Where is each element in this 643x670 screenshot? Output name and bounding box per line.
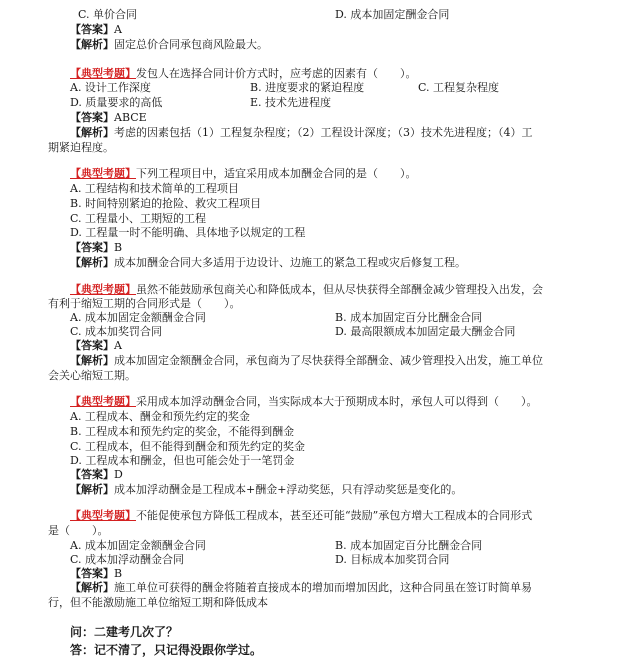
q4-option-d: D. 工程成本和酬金，但也可能会处于一笔罚金 bbox=[70, 454, 295, 467]
q5-analysis-text: 施工单位可获得的酬金将随着直接成本的增加而增加因此，这种合同虽在签订时简单易 bbox=[114, 581, 532, 594]
answer-row bbox=[70, 23, 122, 37]
option-c: C. 单价合同 bbox=[78, 8, 138, 21]
q4-option-a: A. 工程成本、酬金和预先约定的奖金 bbox=[70, 410, 250, 423]
q3-analysis-text: 成本加固定金额酬金合同，承包商为了尽快获得全部酬金、减少管理投入出发，施工单位 bbox=[114, 354, 543, 367]
q4-option-c: C. 工程成本，但不能得到酬金和预先约定的奖金 bbox=[70, 440, 306, 453]
q2-tag: 【典型考题】 bbox=[70, 167, 136, 180]
q1-stem bbox=[70, 67, 417, 81]
q3-analysis-cont: 会关心缩短工期。 bbox=[48, 369, 136, 382]
q4-tag: 【典型考题】 bbox=[70, 395, 136, 408]
q5-analysis-cont: 行，但不能激励施工单位缩短工期和降低成本 bbox=[48, 596, 268, 609]
q3-analysis-label: 【解析】 bbox=[70, 354, 114, 367]
footer-answer: 答：记不清了，只记得没跟你学过。 bbox=[70, 643, 263, 657]
q3-option-c: C. 成本加奖罚合同 bbox=[70, 325, 163, 338]
q3-stem bbox=[70, 283, 543, 297]
q5-stem bbox=[70, 509, 532, 523]
footer-question: 问：二建考几次了？ bbox=[70, 625, 179, 639]
option-d: D. 成本加固定酬金合同 bbox=[335, 8, 450, 21]
q2-option-a: A. 工程结构和技术简单的工程项目 bbox=[70, 182, 239, 195]
q4-analysis-text: 成本加浮动酬金是工程成本+酬金+浮动奖惩，只有浮动奖惩是变化的。 bbox=[114, 483, 463, 496]
q4-answer-row bbox=[70, 468, 123, 482]
q1-answer-label: 【答案】 bbox=[70, 111, 114, 124]
q2-option-c: C. 工程量小、工期短的工程 bbox=[70, 212, 207, 225]
q2-analysis-row bbox=[70, 256, 466, 270]
q2-stem-text: 下列工程项目中，适宜采用成本加酬金合同的是（ ）。 bbox=[136, 167, 417, 180]
q1-option-d: D. 质量要求的高低 bbox=[70, 96, 163, 109]
q5-tag: 【典型考题】 bbox=[70, 509, 136, 522]
q5-option-a: A. 成本加固定金额酬金合同 bbox=[70, 539, 206, 552]
q4-option-b: B. 工程成本和预先约定的奖金，不能得到酬金 bbox=[70, 425, 295, 438]
q1-option-b: B. 进度要求的紧迫程度 bbox=[250, 81, 365, 94]
q3-analysis-row bbox=[70, 354, 543, 368]
answer-value: A bbox=[114, 23, 122, 36]
q5-option-d: D. 目标成本加奖罚合同 bbox=[335, 553, 450, 566]
q3-answer-row bbox=[70, 339, 122, 353]
q5-option-c: C. 成本加浮动酬金合同 bbox=[70, 553, 185, 566]
q2-stem bbox=[70, 167, 417, 181]
q1-tag: 【典型考题】 bbox=[70, 67, 136, 80]
q1-option-c: C. 工程复杂程度 bbox=[418, 81, 500, 94]
q5-answer-value: B bbox=[114, 567, 123, 580]
q3-option-a: A. 成本加固定金额酬金合同 bbox=[70, 311, 206, 324]
q5-stem-text: 不能促使承包方降低工程成本，甚至还可能“鼓励”承包方增大工程成本的合同形式 bbox=[136, 509, 533, 522]
q3-stem-cont: 有利于缩短工期的合同形式是（ ）。 bbox=[48, 297, 241, 310]
q2-answer-label: 【答案】 bbox=[70, 241, 114, 254]
q5-analysis-label: 【解析】 bbox=[70, 581, 114, 594]
q2-answer-value: B bbox=[114, 241, 123, 254]
analysis-text: 固定总价合同承包商风险最大。 bbox=[114, 38, 268, 51]
q4-stem-text: 采用成本加浮动酬金合同，当实际成本大于预期成本时，承包人可以得到（ ）。 bbox=[136, 395, 538, 408]
q3-option-b: B. 成本加固定百分比酬金合同 bbox=[335, 311, 483, 324]
answer-label: 【答案】 bbox=[70, 23, 114, 36]
analysis-label: 【解析】 bbox=[70, 38, 114, 51]
q1-option-a: A. 设计工作深度 bbox=[70, 81, 151, 94]
q4-answer-label: 【答案】 bbox=[70, 468, 114, 481]
q1-answer-value: ABCE bbox=[114, 111, 147, 124]
q5-answer-row bbox=[70, 567, 122, 581]
q1-answer-row bbox=[70, 111, 147, 125]
q1-analysis-cont: 期紧迫程度。 bbox=[48, 141, 114, 154]
q2-answer-row bbox=[70, 241, 122, 255]
q2-option-d: D. 工程量一时不能明确、具体地予以规定的工程 bbox=[70, 226, 306, 239]
q1-analysis-text: 考虑的因素包括（1）工程复杂程度；（2）工程设计深度；（3）技术先进程度；（4）工 bbox=[114, 126, 533, 139]
q1-stem-text: 发包人在选择合同计价方式时，应考虑的因素有（ ）。 bbox=[136, 67, 417, 80]
q2-option-b: B. 时间特别紧迫的抢险、救灾工程项目 bbox=[70, 197, 262, 210]
q4-analysis-label: 【解析】 bbox=[70, 483, 114, 496]
q1-option-e: E. 技术先进程度 bbox=[250, 96, 332, 109]
analysis-row bbox=[70, 38, 268, 52]
q3-option-d: D. 最高限额成本加固定最大酬金合同 bbox=[335, 325, 516, 338]
q3-answer-label: 【答案】 bbox=[70, 339, 114, 352]
q4-stem bbox=[70, 395, 538, 409]
q3-stem-text: 虽然不能鼓励承包商关心和降低成本，但从尽快获得全部酬金减少管理投入出发，会 bbox=[136, 283, 543, 296]
q2-analysis-text: 成本加酬金合同大多适用于边设计、边施工的紧急工程或灾后修复工程。 bbox=[114, 256, 466, 269]
q5-answer-label: 【答案】 bbox=[70, 567, 114, 580]
q3-tag: 【典型考题】 bbox=[70, 283, 136, 296]
q4-answer-value: D bbox=[114, 468, 123, 481]
q5-stem-cont: 是（ ）。 bbox=[48, 524, 109, 537]
q1-analysis-label: 【解析】 bbox=[70, 126, 114, 139]
q4-analysis-row bbox=[70, 483, 462, 497]
q5-analysis-row bbox=[70, 581, 532, 595]
q1-analysis-row bbox=[70, 126, 533, 140]
q3-answer-value: A bbox=[114, 339, 122, 352]
q2-analysis-label: 【解析】 bbox=[70, 256, 114, 269]
q5-option-b: B. 成本加固定百分比酬金合同 bbox=[335, 539, 483, 552]
